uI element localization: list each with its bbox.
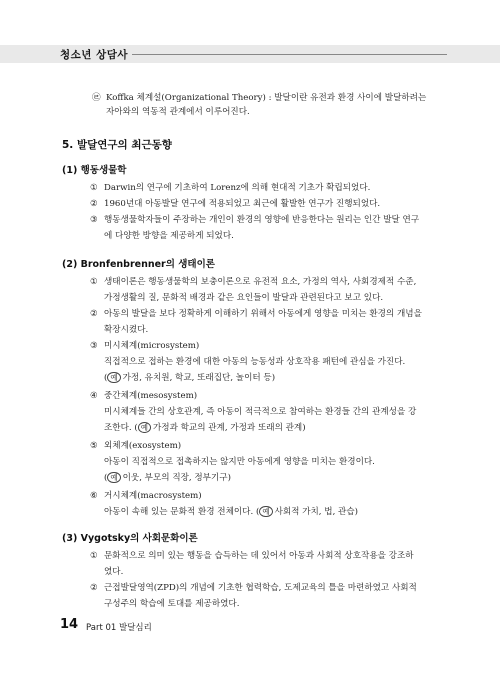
item-text: 행동생물학자들이 주장하는 개인이 환경의 영향에 반응한다는 원리는 인간 발달 연구 — [104, 215, 420, 225]
sub1-item-3-line2: 에 다양한 방향을 제공하게 되었다. — [104, 231, 234, 241]
item-heading: 미시체계(microsystem) — [104, 341, 200, 351]
item-text: 근접발달영역(ZPD)의 개념에 기초한 협력학습, 도제교육의 틀을 마련하였고 사회적 — [104, 583, 417, 593]
list-marker: ② — [90, 309, 98, 319]
subsection-1-title: (1) 행동생물학 — [62, 165, 127, 176]
sub2-item-3-example: ( 예 가정, 유치원, 학교, 또래집단, 놀이터 등) — [104, 373, 276, 383]
item-text: 1960년대 아동발달 연구에 적용되었고 최근에 활발한 연구가 진행되었다. — [104, 199, 381, 209]
sub3-item-2 — [90, 582, 417, 594]
line-prefix: 조한다. ( — [104, 423, 138, 433]
sub2-item-1-line2: 가정생활의 질, 문화적 배경과 같은 요인들이 발달과 관련된다고 보고 있다. — [104, 293, 384, 303]
sub2-item-4 — [90, 390, 197, 402]
sub2-item-4-line3 — [104, 422, 306, 434]
intro-item — [92, 92, 426, 104]
example-text: 가정, 유치원, 학교, 또래집단, 놀이터 등) — [122, 373, 276, 383]
list-marker: ① — [90, 183, 98, 193]
running-header-title: 청소년 상담사 — [60, 49, 129, 61]
sub2-item-6 — [90, 490, 202, 502]
sub3-item-1 — [90, 550, 414, 562]
example-text: 가정과 학교의 관계, 가정과 또래의 관계) — [152, 423, 306, 433]
sub2-item-2 — [90, 308, 422, 320]
sub2-item-3 — [90, 340, 199, 352]
item-heading: 거시체계(macrosystem) — [104, 491, 202, 501]
sub2-item-3-line2: 직접적으로 접하는 환경에 대한 아동의 능동성과 상호작용 패턴에 관심을 가진다. — [104, 357, 406, 367]
sub2-item-5 — [90, 440, 181, 452]
list-marker: ④ — [90, 391, 98, 401]
item-heading: 외체계(exosystem) — [104, 441, 182, 451]
example-tag: 예 — [259, 506, 272, 517]
page-number: 14 — [60, 617, 79, 632]
list-marker: ③ — [90, 215, 98, 225]
line-prefix: 아동이 속해 있는 문화적 환경 전체이다. ( — [104, 507, 260, 517]
header-rule — [132, 54, 447, 55]
sub1-item-1 — [90, 182, 370, 194]
sub2-item-1 — [90, 276, 416, 288]
sub1-item-2 — [90, 198, 380, 210]
subsection-2-title: (2) Bronfenbrenner의 생태이론 — [62, 259, 215, 270]
item-text: 생태이론은 행동생물학의 보충이론으로 유전적 요소, 가정의 역사, 사회경제적 수준, — [104, 277, 417, 287]
list-marker: ① — [90, 277, 98, 287]
example-tag: 예 — [107, 472, 120, 483]
list-marker: ① — [90, 551, 98, 561]
list-marker: ② — [90, 583, 98, 593]
example-tag: 예 — [107, 372, 120, 383]
example-text: 이웃, 부모의 직장, 정부기구) — [122, 473, 231, 483]
subsection-3-title: (3) Vygotsky의 사회문화이론 — [62, 533, 198, 544]
sub2-item-4-line2: 미시체계들 간의 상호관계, 즉 아동이 적극적으로 참여하는 환경들 간의 관계성을 강 — [104, 407, 417, 417]
item-text: 문화적으로 의미 있는 행동을 습득하는 데 있어서 아동과 사회적 상호작용을 강조하 — [104, 551, 414, 561]
sub2-item-5-example: ( 예 이웃, 부모의 직장, 정부기구) — [104, 473, 231, 483]
sub1-item-3 — [90, 214, 419, 226]
sub3-item-2-line2: 구성주의 학습에 토대를 제공하였다. — [104, 599, 240, 609]
item-text: Darwin의 연구에 기초하여 Lorenz에 의해 현대적 기초가 확립되었다. — [104, 183, 371, 193]
sub2-item-5-line2: 아동이 직접적으로 접촉하지는 않지만 아동에게 영향을 미치는 환경이다. — [104, 457, 375, 467]
item-heading: 중간체계(mesosystem) — [104, 391, 198, 401]
intro-marker: ㉣ — [92, 93, 101, 103]
example-text: 사회적 가치, 법, 관습) — [274, 507, 358, 517]
list-marker: ⑥ — [90, 491, 98, 501]
sub2-item-2-line2: 확장시켰다. — [104, 325, 149, 335]
item-text: 아동의 발달을 보다 정확하게 이해하기 위해서 아동에게 영향을 미치는 환경의 개념을 — [104, 309, 422, 319]
list-marker: ③ — [90, 341, 98, 351]
example-tag: 예 — [138, 422, 151, 433]
intro-line2: 자아와의 역동적 관계에서 이루어진다. — [106, 107, 250, 117]
sub3-item-1-line2: 였다. — [104, 567, 124, 577]
sub2-item-6-line2 — [104, 506, 358, 518]
list-marker: ② — [90, 199, 98, 209]
section-5-title: 5. 발달연구의 최근동향 — [62, 139, 172, 151]
intro-line1: Koffka 체계설(Organizational Theory) : 발달이란 유전과 환경 사이에 발달하려는 — [106, 93, 427, 103]
footer-part-label: Part 01 발달심리 — [86, 623, 152, 633]
list-marker: ⑤ — [90, 441, 98, 451]
